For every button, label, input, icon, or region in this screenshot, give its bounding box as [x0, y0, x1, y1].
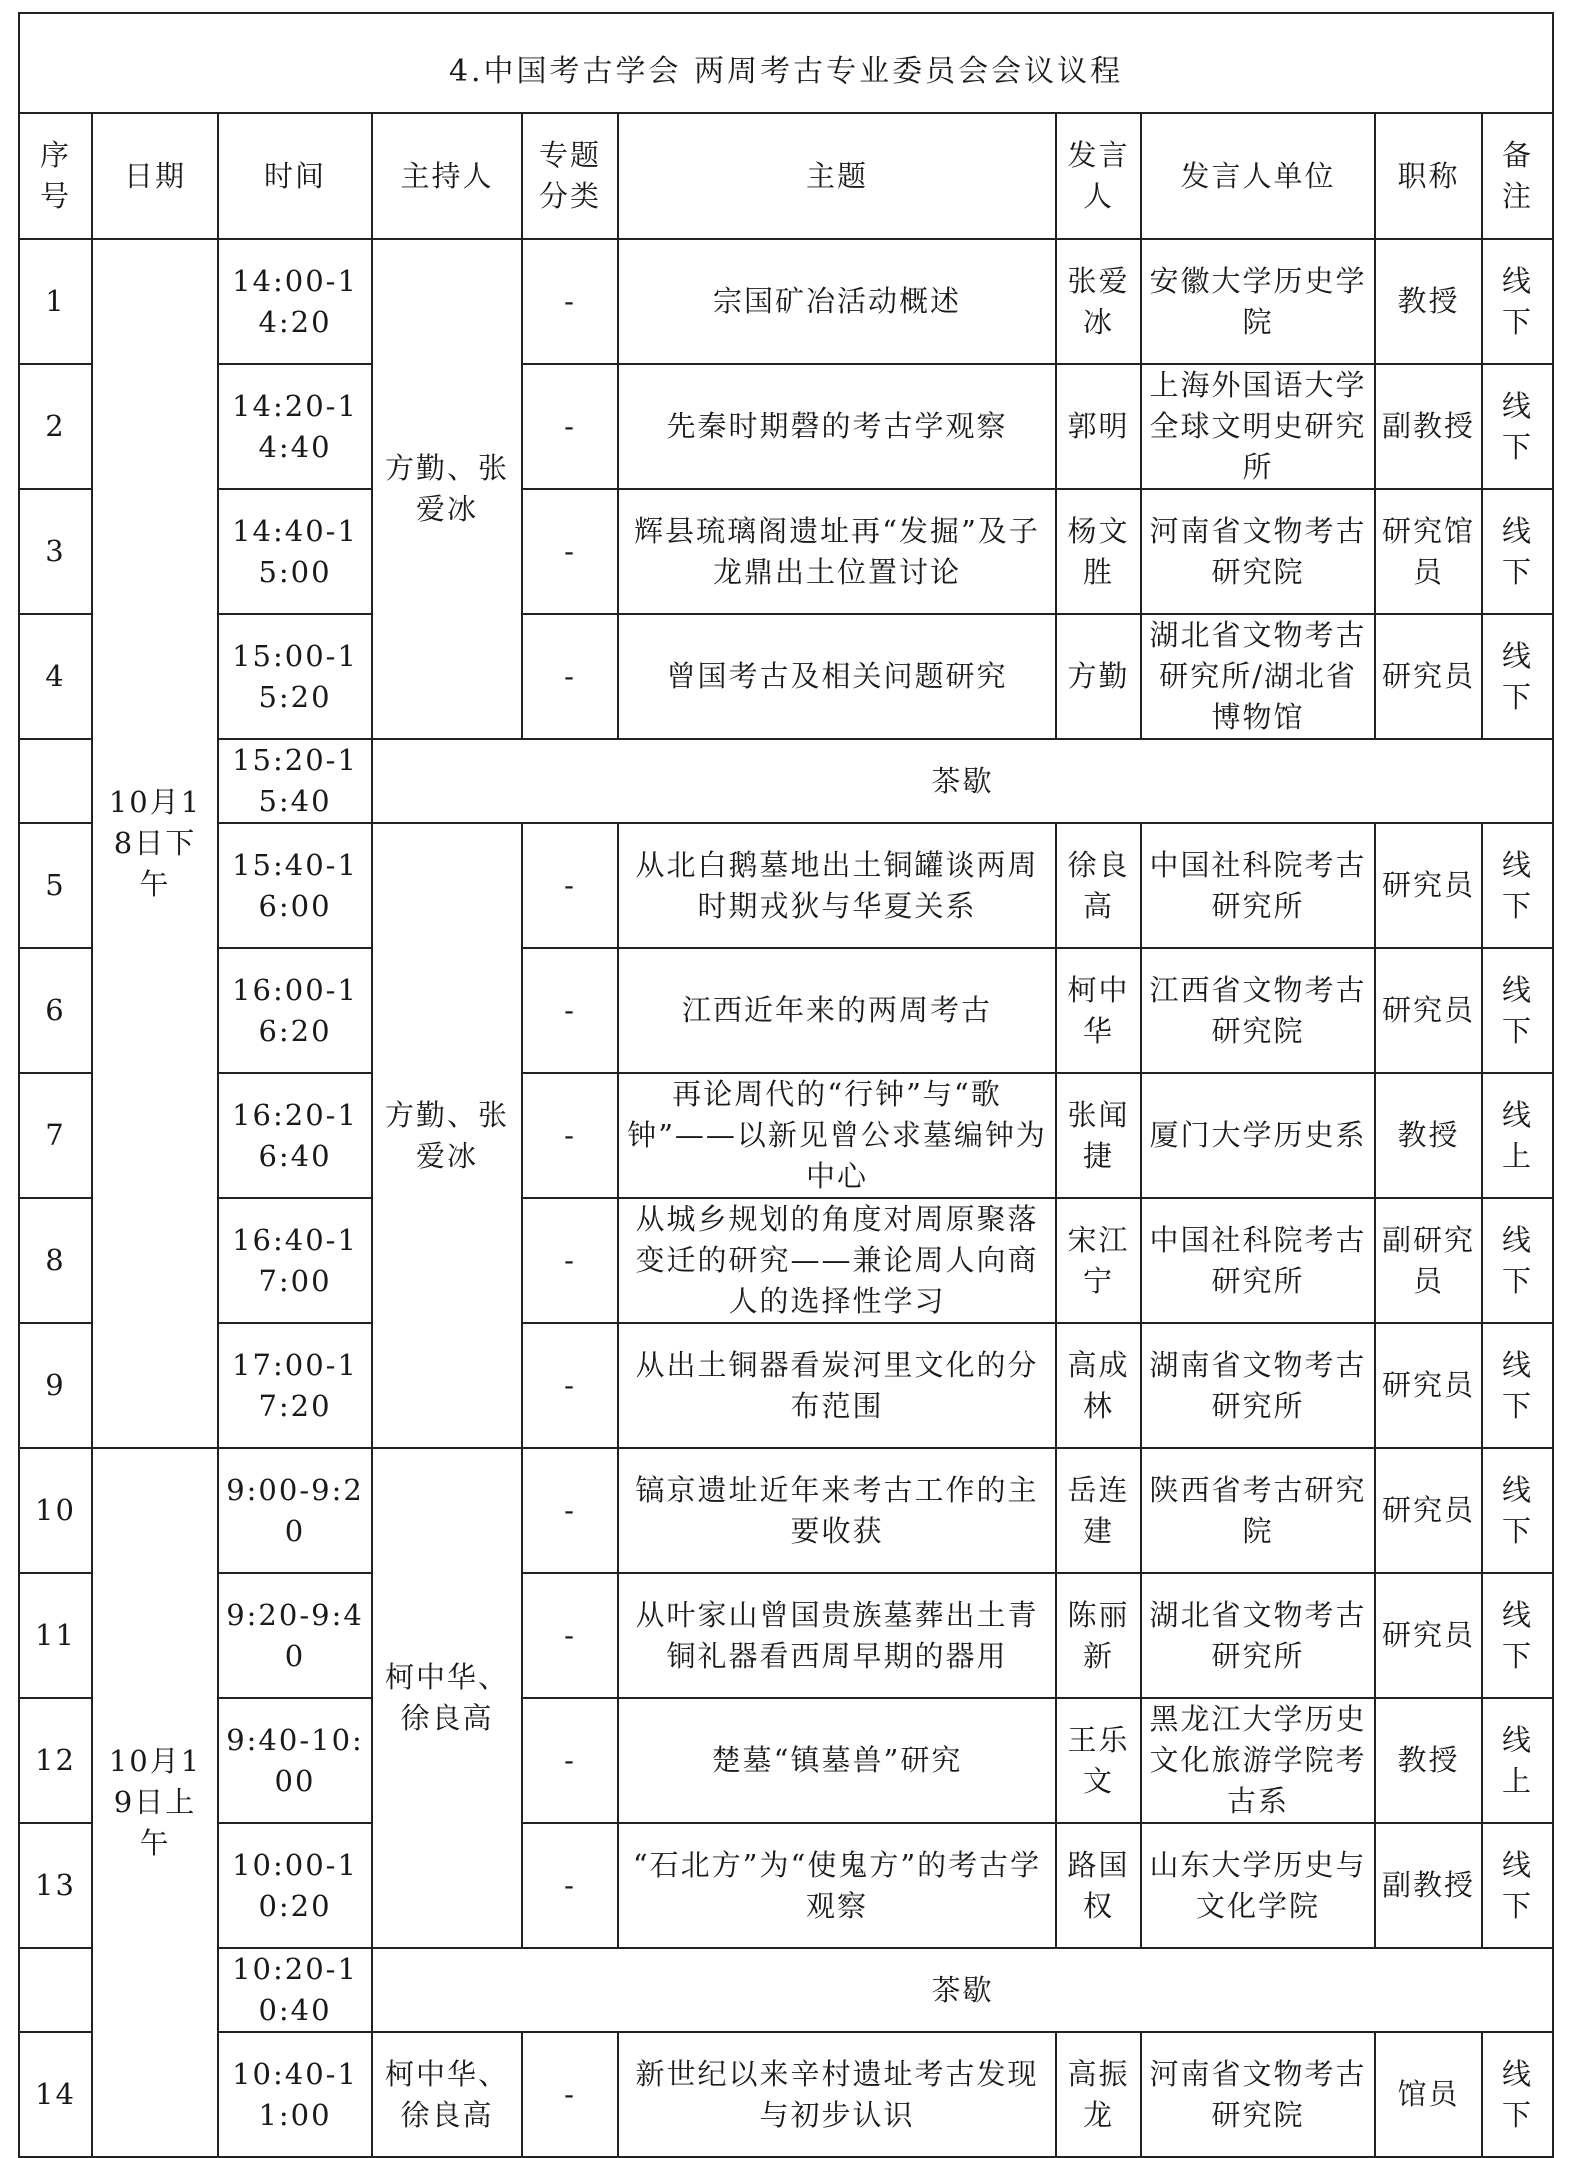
row-category: -: [522, 2032, 618, 2157]
row-no: 11: [19, 1573, 92, 1698]
row-time: 10:00-10:20: [218, 1823, 372, 1948]
row-remark: 线下: [1482, 614, 1553, 739]
break-time: 15:20-15:40: [218, 739, 372, 823]
row-rank: 研究馆员: [1375, 489, 1482, 614]
row-no: 12: [19, 1698, 92, 1823]
row-remark: 线下: [1482, 1573, 1553, 1698]
row-no: 3: [19, 489, 92, 614]
row-remark: 线下: [1482, 489, 1553, 614]
row-category: -: [522, 948, 618, 1073]
row-time: 14:00-14:20: [218, 239, 372, 364]
row-rank: 研究员: [1375, 823, 1482, 948]
row-time: 14:40-15:00: [218, 489, 372, 614]
row-speaker: 高振龙: [1056, 2032, 1141, 2157]
row-topic: 江西近年来的两周考古: [618, 948, 1056, 1073]
agenda-sheet: [18, 12, 1552, 2158]
row-unit: 安徽大学历史学院: [1141, 239, 1375, 364]
row-topic: 楚墓“镇墓兽”研究: [618, 1698, 1056, 1823]
row-unit: 厦门大学历史系: [1141, 1073, 1375, 1198]
row-unit: 黑龙江大学历史文化旅游学院考古系: [1141, 1698, 1375, 1823]
row-time: 9:20-9:40: [218, 1573, 372, 1698]
break-no: [19, 739, 92, 823]
row-remark: 线下: [1482, 1448, 1553, 1573]
row-category: -: [522, 1823, 618, 1948]
row-unit: 河南省文物考古研究院: [1141, 2032, 1375, 2157]
row-category: -: [522, 1198, 618, 1323]
header-time: 时间: [218, 113, 372, 239]
table-row: [19, 1448, 1553, 1573]
row-time: 15:40-16:00: [218, 823, 372, 948]
row-unit: 陕西省考古研究院: [1141, 1448, 1375, 1573]
row-time: 16:00-16:20: [218, 948, 372, 1073]
row-no: 1: [19, 239, 92, 364]
row-topic: 宗国矿冶活动概述: [618, 239, 1056, 364]
host-cell: 方勤、张爱冰: [372, 239, 522, 739]
table-row: [19, 489, 1553, 614]
row-no: 2: [19, 364, 92, 489]
row-unit: 江西省文物考古研究院: [1141, 948, 1375, 1073]
table-row: [19, 614, 1553, 739]
table-row: [19, 1073, 1553, 1198]
row-remark: 线下: [1482, 1823, 1553, 1948]
row-unit: 上海外国语大学全球文明史研究所: [1141, 364, 1375, 489]
row-category: -: [522, 364, 618, 489]
row-category: -: [522, 1573, 618, 1698]
row-remark: 线下: [1482, 239, 1553, 364]
break-label: 茶歇: [372, 739, 1553, 823]
row-rank: 教授: [1375, 1698, 1482, 1823]
table-row: [19, 1323, 1553, 1448]
row-speaker: 宋江宁: [1056, 1198, 1141, 1323]
row-topic: 从北白鹅墓地出土铜罐谈两周时期戎狄与华夏关系: [618, 823, 1056, 948]
row-speaker: 高成林: [1056, 1323, 1141, 1448]
row-no: 10: [19, 1448, 92, 1573]
row-remark: 线上: [1482, 1698, 1553, 1823]
row-rank: 副教授: [1375, 1823, 1482, 1948]
row-speaker: 陈丽新: [1056, 1573, 1141, 1698]
row-unit: 中国社科院考古研究所: [1141, 1198, 1375, 1323]
row-unit: 中国社科院考古研究所: [1141, 823, 1375, 948]
row-time: 15:00-15:20: [218, 614, 372, 739]
host-cell: 柯中华、徐良高: [372, 2032, 522, 2157]
row-remark: 线下: [1482, 1198, 1553, 1323]
row-remark: 线下: [1482, 1323, 1553, 1448]
header-no: 序号: [19, 113, 92, 239]
row-speaker: 王乐文: [1056, 1698, 1141, 1823]
row-time: 16:20-16:40: [218, 1073, 372, 1198]
row-category: -: [522, 1448, 618, 1573]
break-no: [19, 1948, 92, 2032]
header-row: [19, 113, 1553, 239]
row-category: -: [522, 614, 618, 739]
table-row: [19, 2032, 1553, 2157]
row-rank: 教授: [1375, 1073, 1482, 1198]
row-topic: “石北方”为“使鬼方”的考古学观察: [618, 1823, 1056, 1948]
row-topic: 镐京遗址近年来考古工作的主要收获: [618, 1448, 1056, 1573]
row-unit: 山东大学历史与文化学院: [1141, 1823, 1375, 1948]
header-topic: 主题: [618, 113, 1056, 239]
row-no: 7: [19, 1073, 92, 1198]
date-cell: 10月19日上午: [92, 1448, 218, 2157]
header-unit: 发言人单位: [1141, 113, 1375, 239]
row-no: 13: [19, 1823, 92, 1948]
table-row: [19, 1823, 1553, 1948]
row-time: 17:00-17:20: [218, 1323, 372, 1448]
row-remark: 线下: [1482, 948, 1553, 1073]
row-category: -: [522, 489, 618, 614]
row-rank: 副研究员: [1375, 1198, 1482, 1323]
row-rank: 研究员: [1375, 1323, 1482, 1448]
row-topic: 从城乡规划的角度对周原聚落变迁的研究——兼论周人向商人的选择性学习: [618, 1198, 1056, 1323]
header-speaker: 发言人: [1056, 113, 1141, 239]
row-time: 16:40-17:00: [218, 1198, 372, 1323]
row-category: -: [522, 1698, 618, 1823]
row-time: 10:40-11:00: [218, 2032, 372, 2157]
row-rank: 研究员: [1375, 1573, 1482, 1698]
row-speaker: 方勤: [1056, 614, 1141, 739]
row-no: 4: [19, 614, 92, 739]
row-no: 14: [19, 2032, 92, 2157]
header-remark: 备注: [1482, 113, 1553, 239]
row-topic: 曾国考古及相关问题研究: [618, 614, 1056, 739]
row-no: 8: [19, 1198, 92, 1323]
table-row: [19, 239, 1553, 364]
row-topic: 再论周代的“行钟”与“歌钟”——以新见曾公求墓编钟为中心: [618, 1073, 1056, 1198]
date-cell: 10月18日下午: [92, 239, 218, 1448]
row-speaker: 徐良高: [1056, 823, 1141, 948]
table-row: [19, 1698, 1553, 1823]
row-remark: 线下: [1482, 823, 1553, 948]
header-host: 主持人: [372, 113, 522, 239]
row-rank: 研究员: [1375, 614, 1482, 739]
host-cell: 柯中华、徐良高: [372, 1448, 522, 1948]
row-time: 9:40-10:00: [218, 1698, 372, 1823]
row-speaker: 张爱冰: [1056, 239, 1141, 364]
row-no: 6: [19, 948, 92, 1073]
agenda-table: [18, 12, 1554, 2158]
row-rank: 馆员: [1375, 2032, 1482, 2157]
row-topic: 从出土铜器看炭河里文化的分布范围: [618, 1323, 1056, 1448]
header-date: 日期: [92, 113, 218, 239]
row-speaker: 张闻捷: [1056, 1073, 1141, 1198]
table-row: [19, 364, 1553, 489]
table-row: [19, 948, 1553, 1073]
break-label: 茶歇: [372, 1948, 1553, 2032]
row-topic: 先秦时期磬的考古学观察: [618, 364, 1056, 489]
table-row: [19, 1573, 1553, 1698]
host-cell: 方勤、张爱冰: [372, 823, 522, 1448]
row-no: 5: [19, 823, 92, 948]
table-row: [19, 823, 1553, 948]
row-remark: 线下: [1482, 2032, 1553, 2157]
row-rank: 副教授: [1375, 364, 1482, 489]
row-unit: 湖北省文物考古研究所/湖北省博物馆: [1141, 614, 1375, 739]
row-category: -: [522, 1073, 618, 1198]
row-no: 9: [19, 1323, 92, 1448]
break-time: 10:20-10:40: [218, 1948, 372, 2032]
row-unit: 河南省文物考古研究院: [1141, 489, 1375, 614]
break-row: [19, 739, 1553, 823]
table-title: 4.中国考古学会 两周考古专业委员会会议议程: [19, 13, 1553, 113]
row-rank: 教授: [1375, 239, 1482, 364]
row-category: -: [522, 1323, 618, 1448]
row-remark: 线上: [1482, 1073, 1553, 1198]
row-unit: 湖南省文物考古研究所: [1141, 1323, 1375, 1448]
row-speaker: 路国权: [1056, 1823, 1141, 1948]
row-rank: 研究员: [1375, 948, 1482, 1073]
header-category: 专题分类: [522, 113, 618, 239]
row-unit: 湖北省文物考古研究所: [1141, 1573, 1375, 1698]
row-topic: 新世纪以来辛村遗址考古发现与初步认识: [618, 2032, 1056, 2157]
row-speaker: 柯中华: [1056, 948, 1141, 1073]
row-topic: 从叶家山曾国贵族墓葬出土青铜礼器看西周早期的器用: [618, 1573, 1056, 1698]
row-category: -: [522, 823, 618, 948]
table-row: [19, 1198, 1553, 1323]
header-rank: 职称: [1375, 113, 1482, 239]
row-time: 14:20-14:40: [218, 364, 372, 489]
row-rank: 研究员: [1375, 1448, 1482, 1573]
row-speaker: 郭明: [1056, 364, 1141, 489]
row-speaker: 杨文胜: [1056, 489, 1141, 614]
break-row: [19, 1948, 1553, 2032]
row-category: -: [522, 239, 618, 364]
row-topic: 辉县琉璃阁遗址再“发掘”及子龙鼎出土位置讨论: [618, 489, 1056, 614]
row-speaker: 岳连建: [1056, 1448, 1141, 1573]
row-remark: 线下: [1482, 364, 1553, 489]
row-time: 9:00-9:20: [218, 1448, 372, 1573]
